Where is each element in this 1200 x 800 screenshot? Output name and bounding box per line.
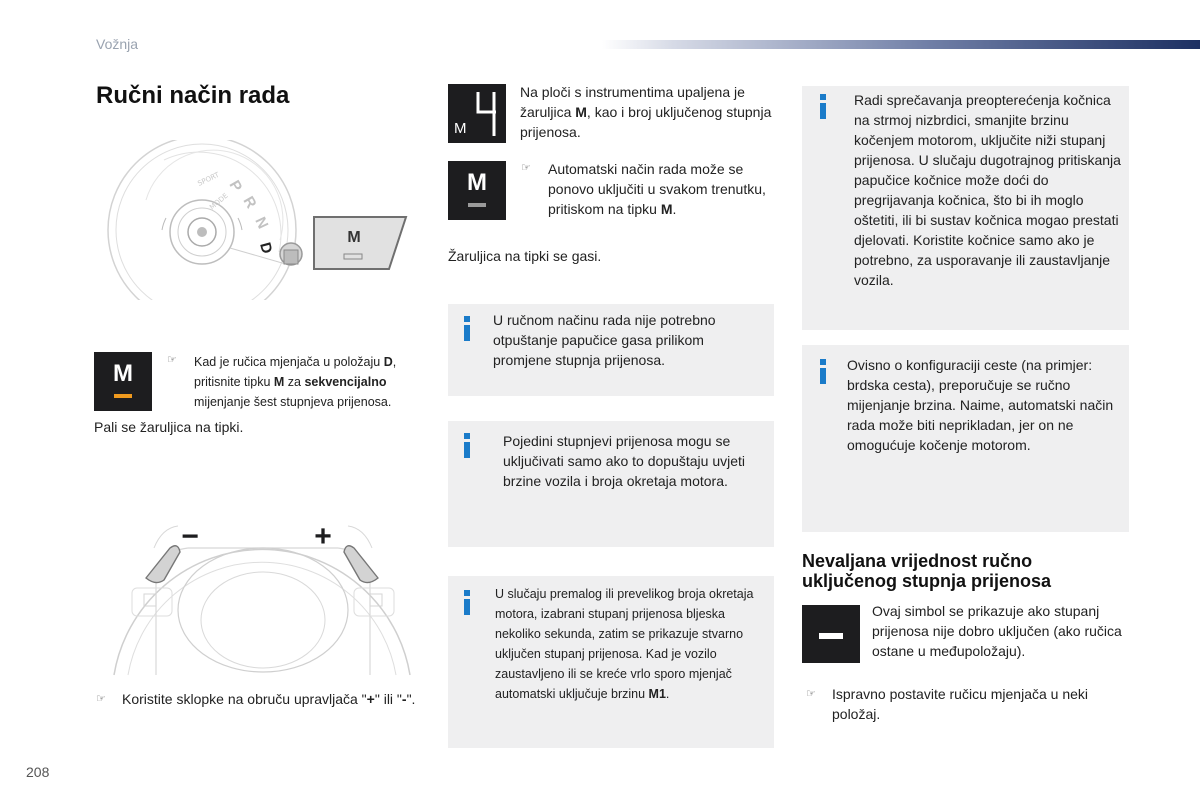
- text-part: .: [672, 201, 677, 217]
- svg-text:MODE: MODE: [208, 191, 230, 212]
- info-text: Radi sprečavanja preopterećenja kočnica na strmoj nizbrdici, smanjite brzinu kočenjem motorom, uključite niži stupanj prijenosa. U slučaju dugotrajnog pritiskanja papučice kočnice može doći do pregrijavanja kočnica, što bi ih moglo oštetiti, ili bi sustav kočnica mogao prestati djelovati. Koristite kočnice samo ako je potrebno, za usporavanje ili zaustavljanje vozila.: [854, 92, 1121, 288]
- section-heading-invalid-gear: Nevaljana vrijednost ručno uključenog stupnja prijenosa: [802, 551, 1052, 591]
- text-part: , pritisnite tipku: [194, 355, 397, 389]
- text-part: , kao i broj uključenog stupnja prijenosa.: [520, 104, 772, 140]
- right-bullet-text: Ispravno postavite ručicu mjenjača u neki položaj.: [832, 686, 1089, 722]
- selector-m-button-label: M: [347, 229, 361, 246]
- page-title: Ručni način rada: [96, 82, 290, 109]
- symbol-description: Ovaj simbol se prikazuje ako stupanj prijenosa nije dobro uključen (ako ručica ostane u međupoložaju).: [872, 603, 1122, 659]
- wheel-plus-label: +: [314, 520, 332, 553]
- steering-wheel-illustration: [98, 470, 428, 680]
- info-box-brakes: [802, 86, 1129, 330]
- gear-letter-d: D: [256, 240, 276, 256]
- text-bold-m: M: [273, 375, 285, 389]
- m-key-lit-icon: [94, 352, 152, 411]
- pointing-hand-icon: ☞: [806, 688, 816, 700]
- m-key-label: M: [113, 360, 133, 387]
- section-header: Vožnja: [96, 36, 139, 52]
- text-part: Na ploči s instrumentima upaljena je žaruljica: [520, 84, 745, 120]
- info-box-gear-conditions: [448, 421, 774, 547]
- left-bullet-text: [194, 352, 424, 412]
- text-bold-m: M: [660, 201, 673, 217]
- info-icon: [820, 359, 826, 384]
- info-text: Pojedini stupnjevi prijenosa mogu se uključivati samo ako to dopuštaju uvjeti brzine vozila i broja okretaja motora.: [503, 433, 746, 489]
- text-part: mijenjanje šest stupnjeva prijenosa.: [194, 395, 392, 409]
- text-part: ".: [406, 691, 416, 707]
- gear-letter-r: R: [239, 193, 260, 212]
- text-bold-seq: sekvencijalno: [304, 375, 387, 389]
- gear-letter-p: P: [225, 177, 246, 195]
- dashboard-gear-svg: [448, 84, 506, 143]
- text-bold-minus: -: [401, 691, 407, 707]
- dash-bar: [819, 633, 843, 639]
- info-text: Ovisno o konfiguraciji ceste (na primjer: brdska cesta), preporučuje se ručno mijenjanje brzina. Naime, automatski način rada može biti neprikladan, jer on ne omogućuje kočenje motorom.: [847, 357, 1114, 453]
- m-key-label: M: [467, 169, 487, 196]
- gear-selector-figure: [104, 140, 422, 300]
- amber-lamp: [114, 394, 132, 398]
- left-note: Pali se žaruljica na tipki.: [94, 419, 244, 435]
- text-part: " ili ": [374, 691, 402, 707]
- text-bold-d: D: [383, 355, 393, 369]
- pointing-hand-icon: ☞: [521, 162, 531, 174]
- grey-lamp: [468, 203, 486, 207]
- steering-wheel-figure: [98, 470, 428, 680]
- info-box-manual-mode: [448, 304, 774, 396]
- text-part: Kad je ručica mjenjača u položaju: [194, 355, 384, 369]
- info-box-road-config: [802, 345, 1129, 532]
- info-icon: [464, 590, 470, 615]
- mid-note: Žaruljica na tipki se gasi.: [448, 248, 602, 264]
- text-part: za: [284, 375, 305, 389]
- invalid-gear-symbol-icon: [802, 605, 860, 663]
- pointing-hand-icon: ☞: [167, 354, 177, 366]
- info-icon: [820, 94, 826, 119]
- info-text: [495, 584, 770, 704]
- page-number: 208: [26, 764, 50, 780]
- info-box-rpm: [448, 576, 774, 748]
- header-gradient-bar: [602, 40, 1200, 49]
- dashboard-gear-indicator-icon: [448, 84, 506, 143]
- text-part: Automatski način rada može se ponovo uključiti u svakom trenutku, pritiskom na tipku: [548, 161, 766, 217]
- text-bold-m: M: [575, 104, 587, 120]
- text-part: U slučaju premalog ili prevelikog broja okretaja motora, izabrani stupanj prijenosa bljeska nekoliko sekunda, zatim se prikazuje stvarno uključen stupanj prijenosa. Kad je vozilo zaustavljeno ili se kreće vrlo sporo mjenjač automatski uključuje brzinu: [495, 587, 754, 701]
- info-text: U ručnom načinu rada nije potrebno otpuštanje papučice gasa prilikom promjene stupnja prijenosa.: [493, 312, 716, 368]
- svg-text:SPORT: SPORT: [196, 170, 221, 188]
- mid-bullet-text: [548, 159, 770, 219]
- left-bullet2-text: [122, 689, 422, 709]
- text-bold-plus: +: [366, 691, 375, 707]
- text-bold-m1: M1: [648, 687, 666, 701]
- info-icon: [464, 316, 470, 341]
- pointing-hand-icon: ☞: [96, 693, 106, 705]
- text-part: Koristite sklopke na obruču upravljača ": [122, 691, 367, 707]
- text-part: .: [665, 687, 670, 701]
- m-key-unlit-icon: [448, 161, 506, 220]
- gear-selector-illustration: [104, 140, 422, 300]
- info-icon: [464, 433, 470, 458]
- dashboard-intro-text: [520, 82, 782, 142]
- wheel-minus-label: −: [181, 520, 199, 553]
- dash-m-text: M: [454, 120, 467, 137]
- gear-letter-n: N: [251, 214, 272, 232]
